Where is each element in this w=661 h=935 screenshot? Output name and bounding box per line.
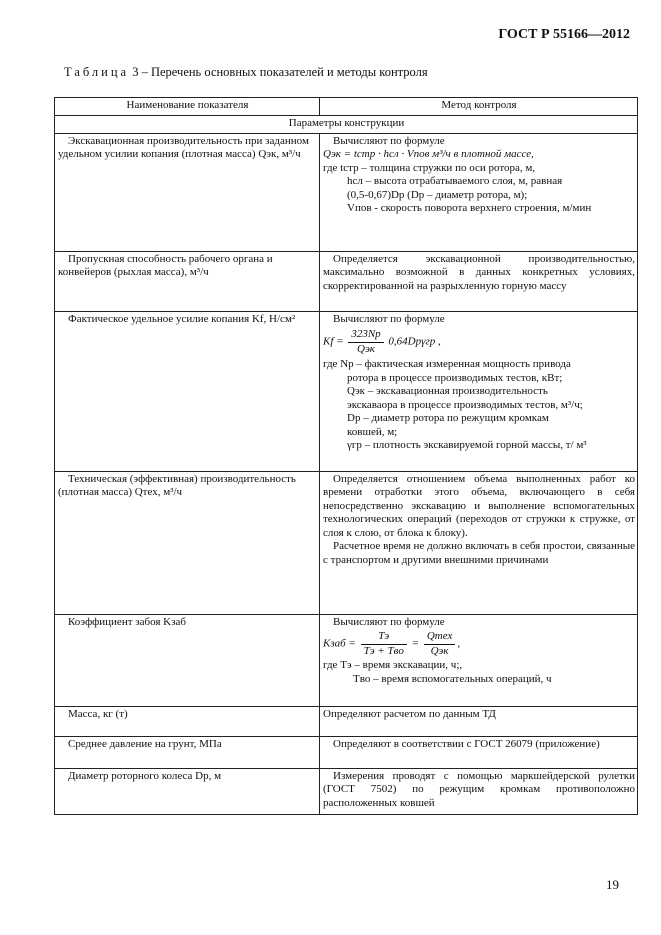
indicators-table xyxy=(54,97,638,815)
method-text: Измерения проводят с помощью маркшейдерской рулетки (ГОСТ 7502) по режущим кромкам противоположно расположенных ковшей xyxy=(320,768,638,814)
formula-kf xyxy=(323,328,635,356)
method-line: Вычисляют по формуле xyxy=(333,312,445,325)
method-paragraph: Расчетное время не должно включать в себя простои, связанные с транспортом и другими внешними причинами xyxy=(323,540,635,566)
standard-header: ГОСТ Р 55166—2012 xyxy=(498,27,630,42)
method-cell xyxy=(320,311,638,471)
table-row xyxy=(55,311,638,471)
method-line: Vпов - скорость поворота верхнего строения, м/мин xyxy=(347,202,592,214)
table-row xyxy=(55,768,638,814)
method-line: где Np – фактическая измеренная мощность привода xyxy=(323,358,571,370)
indicator-name: Диаметр роторного колеса Dр, м xyxy=(55,768,320,814)
method-line: Qэк = tстр · hсл · Vпов м³/ч в плотной массе, xyxy=(323,148,534,160)
method-line: γгр – плотность экскавируемой горной массы, т/ м³ xyxy=(347,439,587,451)
table-caption-word: Таблица xyxy=(64,65,130,79)
fraction-denominator: Tэ + Tвo xyxy=(363,644,404,657)
table-row xyxy=(55,614,638,706)
method-line: экскаваора в процессе производимых тестов, м³/ч; xyxy=(347,398,583,411)
formula-kzab: Kзаб = $\frac{Tэ}{\text{Tэ + Tвo}}$ = $\frac{\text{Qтех}}{\text{Qэк}}$ , xyxy=(323,630,461,657)
indicator-name: Масса, кг (т) xyxy=(55,706,320,736)
fraction-denominator: Qэк xyxy=(430,644,449,657)
indicator-name: Среднее давление на грунт, МПа xyxy=(55,736,320,768)
column-header-method: Метод контроля xyxy=(320,98,638,116)
formula-lhs: Kзаб = xyxy=(323,637,356,650)
indicator-name: Экскавационная производительность при заданном удельном усилии копания (плотная масса) Qэк, м³/ч xyxy=(55,133,320,251)
fraction-numerator: Tэ xyxy=(361,630,407,645)
table-row xyxy=(55,736,638,768)
method-line: Qэк – экскавационная производительность xyxy=(347,385,548,397)
method-line: hсл – высота отрабатываемого слоя, м, равная xyxy=(347,175,563,187)
method-line: Вычисляют по формуле xyxy=(333,134,445,147)
column-header-indicator: Наименование показателя xyxy=(55,98,320,116)
method-line: ковшей, м; xyxy=(347,425,398,438)
method-line: где Tэ – время экскавации, ч;, xyxy=(323,659,463,671)
table-caption xyxy=(64,65,428,80)
formula-lhs: Kf = xyxy=(323,335,344,348)
method-line: (0,5-0,67)Dр (Dр – диаметр ротора, м); xyxy=(347,188,528,201)
page-number: 19 xyxy=(606,877,619,892)
section-title: Параметры конструкции xyxy=(55,116,638,134)
indicator-name: Техническая (эффективная) производительность (плотная масса) Qтех, м³/ч xyxy=(55,471,320,614)
method-text: Определяют расчетом по данным ТД xyxy=(320,706,638,736)
method-text: Определяется экскавационной производительностью, максимально возможной в данных конкретных условиях, скорректированной на разрыхленную горную массу xyxy=(320,251,638,311)
formula-tail: 0,64Dpγгр , xyxy=(388,335,441,348)
method-line: Вычисляют по формуле xyxy=(333,615,445,628)
fraction-numerator: 323Np xyxy=(348,328,383,343)
formula-fraction xyxy=(348,328,383,356)
formula-fraction xyxy=(424,630,456,658)
method-paragraph: Определяется отношением объема выполненных работ ко времени отработки этого объема, включающего в себя непосредственно экскавацию и выполнение вспомогательных технологических операций (переходов от стружки к стружке, от слоя к слою, от блока к блоку). xyxy=(323,472,635,539)
table-row xyxy=(55,706,638,736)
table-row xyxy=(55,133,638,251)
method-line: Dp – диаметр ротора по режущим кромкам xyxy=(347,412,549,424)
fraction-numerator: Qтех xyxy=(424,630,456,645)
table-row xyxy=(55,471,638,614)
method-text: Определяют в соответствии с ГОСТ 26079 (приложение) xyxy=(320,736,638,768)
method-line: ротора в процессе производимых тестов, кВт; xyxy=(347,371,563,384)
indicator-name: Коэффициент забоя Kзаб xyxy=(55,614,320,706)
method-cell xyxy=(320,133,638,251)
table-caption-text: 3 – Перечень основных показателей и методы контроля xyxy=(129,65,428,79)
indicator-name: Пропускная способность рабочего органа и конвейеров (рыхлая масса), м³/ч xyxy=(55,251,320,311)
table-row xyxy=(55,251,638,311)
method-line: Tвo – время вспомогательных операций, ч xyxy=(353,672,552,685)
fraction-denominator: Qэк xyxy=(357,342,375,355)
method-cell xyxy=(320,614,638,706)
indicator-name: Фактическое удельное усилие копания Kf, Н/см² xyxy=(55,311,320,471)
method-line: где tстр – толщина стружки по оси ротора, м, xyxy=(323,161,536,174)
method-cell xyxy=(320,471,638,614)
formula-fraction xyxy=(361,630,407,658)
